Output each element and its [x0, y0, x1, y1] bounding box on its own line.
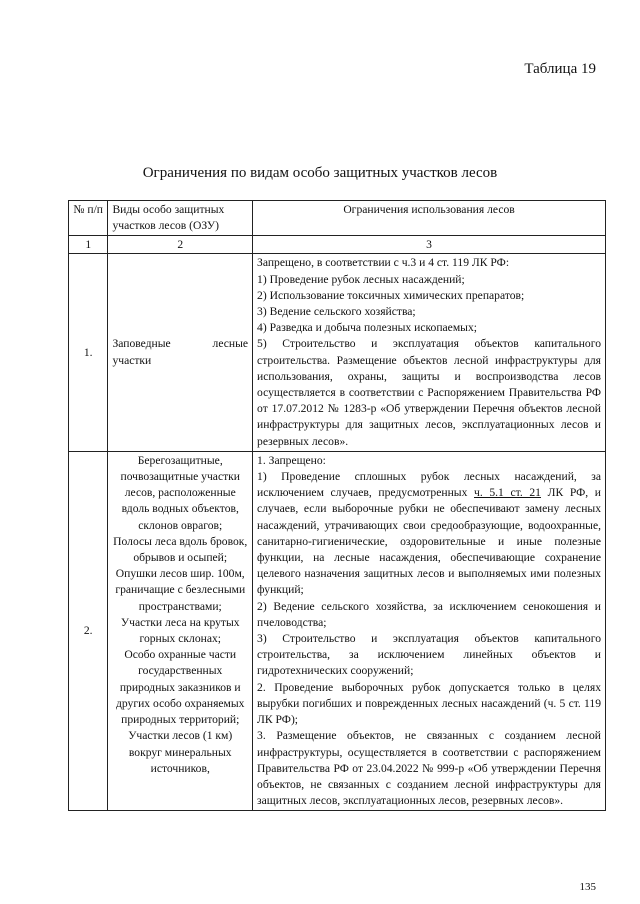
restriction-text: ЛК РФ, и случаев, если выборочные рубки не обеспечивают замену лесных насаждений, утрачивающих свои средообразующие, водоохранные, санитарно-гигиенические, оздоровительные и иные полезные функции, на лесные насаждения, обеспечивающие сохранение целевого назначения защитных лесов и выполняемых ими полезных функций; [257, 486, 601, 597]
page-number: 135 [579, 881, 596, 893]
table-number: Таблица 19 [524, 61, 596, 77]
row-number: 2. [69, 451, 108, 810]
header-restrictions: Ограничения использования лесов [253, 201, 606, 236]
restriction-item [257, 469, 601, 599]
column-number: 3 [253, 236, 606, 254]
restriction-item: 2. Проведение выборочных рубок допускается только в целях вырубки погибших и поврежденных лесных насаждений (ч. 5 ст. 119 ЛК РФ); [257, 680, 601, 727]
column-number: 2 [108, 236, 253, 254]
table-row [69, 451, 606, 810]
header-row [69, 201, 606, 236]
column-numbers-row [69, 236, 606, 254]
restriction-item: 1) Проведение рубок лесных насаждений; [257, 272, 465, 286]
restriction-item: 5) Строительство и эксплуатация объектов капитального строительства. Размещение объектов лесной инфраструктуры для использования, охраны, защиты и воспроизводства лесов осуществляется в соответствии с Распоряжением Правительства РФ от 17.07.2012 № 1283-р «Об утверждении Перечня объектов лесной инфраструктуры для защитных лесов, эксплуатационных лесов и резервных лесов». [257, 337, 601, 448]
table-row [69, 254, 606, 451]
restriction-item: 2) Использование токсичных химических препаратов; [257, 288, 525, 302]
column-number: 1 [69, 236, 108, 254]
row-number: 1. [69, 254, 108, 451]
kind-line: Участки лесов (1 км) вокруг минеральных источников, [128, 729, 233, 775]
kind-line: Полосы леса вдоль бровок, обрывов и осыпей; [113, 534, 248, 565]
row-restrictions [253, 254, 606, 451]
restriction-item: 3) Строительство и эксплуатация объектов капитального строительства, за исключением линейных объектов и гидротехнических сооружений; [257, 632, 601, 678]
restriction-item: 1. Запрещено: [257, 453, 326, 467]
restrictions-table [68, 200, 606, 811]
kind-line: Особо охранные части государственных природных заказников и других особо охраняемых природных территорий; [116, 648, 245, 727]
restriction-item: Запрещено, в соответствии с ч.3 и 4 ст. 119 ЛК РФ: [257, 256, 510, 270]
restriction-item: 2) Ведение сельского хозяйства, за исключением сенокошения и пчеловодства; [257, 599, 601, 629]
table-title: Ограничения по видам особо защитных участков лесов [142, 165, 498, 181]
restriction-item: 4) Разведка и добыча полезных ископаемых; [257, 321, 477, 335]
header-number: № п/п [69, 201, 108, 236]
kind-line: Участки леса на крутых горных склонах; [120, 615, 240, 646]
kind-line: Берегозащитные, почвозащитные участки лесов, расположенные вдоль водных объектов, склонов оврагов; [120, 453, 240, 532]
header-kind: Виды особо защитных участков лесов (ОЗУ) [108, 201, 253, 236]
restriction-item: 3. Размещение объектов, не связанных с созданием лесной инфраструктуры, осуществляется в соответствии с распоряжением Правительства РФ от 23.04.2022 № 999-р «Об утверждении Перечня объектов, не связанных с созданием лесной инфраструктуры для защитных лесов, эксплуатационных лесов, резервных лесов». [257, 729, 601, 808]
row-kind: Заповедные лесные участки [108, 254, 253, 451]
restriction-text: 1) Проведение сплошных рубок лесных насаждений, за исключением случаев, предусмотренных [257, 470, 601, 500]
row-restrictions [253, 451, 606, 810]
law-reference-link: ч. 5.1 ст. 21 [474, 486, 541, 500]
row-kind [108, 451, 253, 810]
kind-line: Опушки лесов шир. 100м, граничащие с безлесными пространствами; [115, 567, 246, 613]
restriction-item: 3) Ведение сельского хозяйства; [257, 305, 416, 319]
